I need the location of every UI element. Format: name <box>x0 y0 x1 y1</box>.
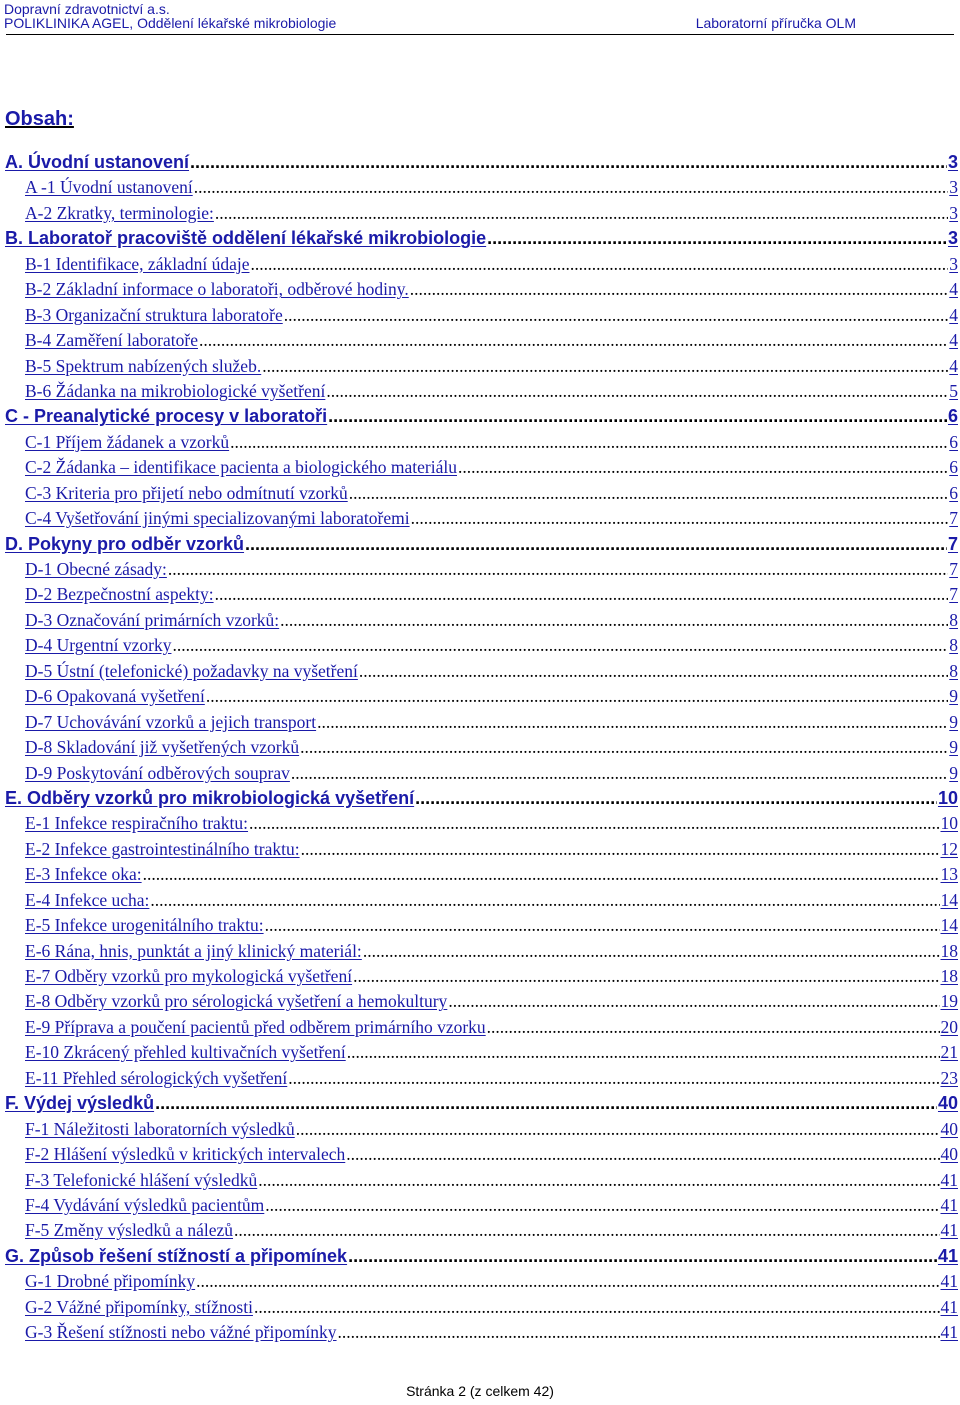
toc-entry-title: E-9 Příprava a poučení pacientů před odběrem primárního vzorku <box>25 1016 486 1037</box>
toc-subsection-link[interactable] <box>0 839 960 864</box>
toc-entry-title: G-1 Drobné připomínky <box>25 1271 196 1292</box>
toc-page-number: 7 <box>947 533 958 554</box>
toc-entry-title: G-2 Vážné připomínky, stížnosti <box>25 1296 253 1317</box>
toc-entry-title: E-5 Infekce urogenitálního traktu: <box>25 915 264 936</box>
toc-entry-title: D-7 Uchovávání vzorků a jejich transport <box>25 711 317 732</box>
toc-subsection-link[interactable] <box>0 381 960 406</box>
toc-dot-leader <box>196 1271 939 1292</box>
toc-entry-title: D-4 Urgentní vzorky <box>25 635 172 656</box>
toc-page-number: 41 <box>940 1169 958 1190</box>
toc-subsection-link[interactable] <box>0 737 960 762</box>
toc-page-number: 14 <box>940 889 958 910</box>
toc-section-link[interactable] <box>0 1246 960 1271</box>
toc-entry-title: D-8 Skladování již vyšetřených vzorků <box>25 737 300 758</box>
toc-dot-leader <box>245 534 947 555</box>
toc-page-number: 3 <box>947 152 958 172</box>
toc-dot-leader <box>230 432 948 453</box>
toc-page-number: 40 <box>940 1118 958 1139</box>
toc-subsection-link[interactable] <box>0 254 960 279</box>
toc-subsection-link[interactable] <box>0 941 960 966</box>
toc-subsection-link[interactable] <box>0 890 960 915</box>
toc-dot-leader <box>143 864 940 885</box>
toc-heading: Obsah: <box>5 108 74 130</box>
toc-page-number: 41 <box>940 1322 958 1343</box>
toc-entry-title: E-1 Infekce respiračního traktu: <box>25 813 249 834</box>
toc-entry-title: C - Preanalytické procesy v laboratoři <box>5 406 328 427</box>
toc-page-number: 4 <box>949 279 958 300</box>
toc-subsection-link[interactable] <box>0 1170 960 1195</box>
toc-subsection-link[interactable] <box>0 177 960 202</box>
toc-dot-leader <box>349 483 949 504</box>
toc-subsection-link[interactable] <box>0 864 960 889</box>
toc-page-number: 5 <box>949 380 958 401</box>
toc-entry-title: A -1 Úvodní ustanovení <box>25 177 193 198</box>
toc-dot-leader <box>168 559 948 580</box>
toc-section-link[interactable] <box>0 1093 960 1118</box>
toc-entry-title: B. Laboratoř pracoviště oddělení lékařské mikrobiologie <box>5 228 487 249</box>
toc-subsection-link[interactable] <box>0 635 960 660</box>
toc-subsection-link[interactable] <box>0 330 960 355</box>
toc-page-number: 6 <box>949 457 958 478</box>
toc-dot-leader <box>487 228 947 249</box>
toc-entry-title: E-8 Odběry vzorků pro sérologická vyšetření a hemokultury <box>25 991 448 1012</box>
toc-subsection-link[interactable] <box>0 1271 960 1296</box>
toc-page-number: 3 <box>949 202 958 223</box>
header-rule <box>6 34 954 35</box>
toc-dot-leader <box>296 1119 940 1140</box>
toc-page-number: 6 <box>949 431 958 452</box>
toc-entry-title: F. Výdej výsledků <box>5 1093 155 1114</box>
toc-page-number: 4 <box>949 304 958 325</box>
toc-dot-leader <box>458 457 948 478</box>
toc-page-number: 41 <box>937 1245 958 1266</box>
toc-subsection-link[interactable] <box>0 1220 960 1245</box>
toc-page-number: 41 <box>940 1194 958 1215</box>
toc-dot-leader <box>291 763 948 784</box>
toc-entry-title: F-3 Telefonické hlášení výsledků <box>25 1169 258 1190</box>
toc-page-number: 18 <box>940 966 958 986</box>
toc-entry-title: F-2 Hlášení výsledků v kritických intervalech <box>25 1144 346 1165</box>
page-header <box>4 0 956 36</box>
toc-page-number: 12 <box>940 838 958 859</box>
toc-dot-leader <box>258 1170 939 1191</box>
toc-dot-leader <box>172 635 948 656</box>
toc-section-link[interactable] <box>0 228 960 253</box>
toc-entry-title: B-1 Identifikace, základní údaje <box>25 253 250 274</box>
toc-entry-title: A-2 Zkratky, terminologie: <box>25 202 214 223</box>
toc-dot-leader <box>250 254 948 275</box>
toc-entry-title: E-3 Infekce oka: <box>25 864 142 885</box>
toc-subsection-link[interactable] <box>0 966 960 991</box>
toc-dot-leader <box>326 381 948 402</box>
toc-dot-leader <box>265 1195 939 1216</box>
toc-page-number: 10 <box>940 813 958 834</box>
toc-page-number: 21 <box>940 1042 958 1063</box>
toc-subsection-link[interactable] <box>0 559 960 584</box>
toc-subsection-link[interactable] <box>0 686 960 711</box>
toc-page-number: 6 <box>947 406 958 427</box>
toc-page-number: 9 <box>949 686 958 707</box>
toc-dot-leader <box>415 788 937 809</box>
page-footer: Stránka 2 (z celkem 42) <box>406 1383 554 1399</box>
toc-entry-title: C-3 Kriteria pro přijetí nebo odmítnutí vzorků <box>25 482 348 503</box>
toc-dot-leader <box>234 1220 939 1241</box>
toc-dot-leader <box>317 712 948 733</box>
toc-page-number: 10 <box>937 787 958 808</box>
toc-subsection-link[interactable] <box>0 1195 960 1220</box>
toc-subsection-link[interactable] <box>0 813 960 838</box>
toc-page-number: 4 <box>949 330 958 351</box>
toc-page-number: 40 <box>940 1144 958 1165</box>
toc-entry-title: F-5 Změny výsledků a nálezů <box>25 1220 234 1241</box>
toc-subsection-link[interactable] <box>0 991 960 1016</box>
toc-page-number: 9 <box>949 711 958 732</box>
toc-entry-title: F-1 Náležitosti laboratorních výsledků <box>25 1118 295 1139</box>
toc-entry-title: A. Úvodní ustanovení <box>5 152 190 172</box>
toc-page-number: 8 <box>949 635 958 656</box>
toc-entry-title: E-6 Rána, hnis, punktát a jiný klinický materiál: <box>25 940 362 961</box>
toc-section-link[interactable] <box>0 406 960 431</box>
toc-dot-leader <box>150 890 939 911</box>
toc-page-number: 41 <box>940 1271 958 1292</box>
toc-entry-title: C-1 Příjem žádanek a vzorků <box>25 431 230 452</box>
toc-page-number: 3 <box>947 228 958 249</box>
toc-entry-title: D. Pokyny pro odběr vzorků <box>5 533 245 554</box>
toc-dot-leader <box>254 1297 940 1318</box>
toc-page-number: 23 <box>940 1067 958 1088</box>
toc-dot-leader <box>338 1322 940 1343</box>
toc-subsection-link[interactable] <box>0 763 960 788</box>
toc-subsection-link[interactable] <box>0 432 960 457</box>
toc-subsection-link[interactable] <box>0 305 960 330</box>
toc-page-number: 13 <box>940 864 958 885</box>
toc-subsection-link[interactable] <box>0 610 960 635</box>
toc-entry-title: E-10 Zkrácený přehled kultivačních vyšetření <box>25 1042 346 1063</box>
toc-section-link[interactable] <box>0 152 960 177</box>
toc-subsection-link[interactable] <box>0 483 960 508</box>
toc-entry-title: E-11 Přehled sérologických vyšetření <box>25 1067 288 1088</box>
toc-entry-title: G. Způsob řešení stížností a připomínek <box>5 1245 348 1266</box>
toc-page-number: 3 <box>949 253 958 274</box>
toc-entry-title: D-5 Ústní (telefonické) požadavky na vyšetření <box>25 660 358 681</box>
toc-dot-leader <box>280 610 948 631</box>
toc-dot-leader <box>215 203 948 224</box>
toc-subsection-link[interactable] <box>0 1144 960 1169</box>
toc-subsection-link[interactable] <box>0 1068 960 1093</box>
toc-entry-title: G-3 Řešení stížnosti nebo vážné připomínky <box>25 1322 337 1343</box>
toc-entry-title: B-4 Zaměření laboratoře <box>25 330 198 351</box>
toc-subsection-link[interactable] <box>0 508 960 533</box>
toc-entry-title: E-2 Infekce gastrointestinálního traktu: <box>25 838 300 859</box>
toc-dot-leader <box>190 152 947 173</box>
toc-page-number: 7 <box>949 559 958 579</box>
toc-entry-title: D-6 Opakovaná vyšetření <box>25 686 205 707</box>
toc-dot-leader <box>410 279 949 300</box>
toc-subsection-link[interactable] <box>0 712 960 737</box>
toc-subsection-link[interactable] <box>0 1017 960 1042</box>
toc-page-number: 6 <box>949 482 958 503</box>
toc-subsection-link[interactable] <box>0 1042 960 1067</box>
toc-entry-title: D-1 Obecné zásady: <box>25 559 167 579</box>
toc-section-link[interactable] <box>0 534 960 559</box>
header-company: Dopravní zdravotnictví a.s. <box>4 1 170 17</box>
toc-dot-leader <box>262 356 948 377</box>
toc-subsection-link[interactable] <box>0 1297 960 1322</box>
toc-page-number: 20 <box>940 1016 958 1037</box>
toc-dot-leader <box>359 661 948 682</box>
toc-dot-leader <box>411 508 949 529</box>
toc-dot-leader <box>353 966 939 987</box>
toc-subsection-link[interactable] <box>0 584 960 609</box>
toc-page-number: 18 <box>940 940 958 961</box>
toc-page-number: 8 <box>949 660 958 681</box>
toc-dot-leader <box>194 177 949 198</box>
toc-entry-title: C-2 Žádanka – identifikace pacienta a biologického materiálu <box>25 457 457 478</box>
toc-subsection-link[interactable] <box>0 356 960 381</box>
toc-dot-leader <box>448 991 939 1012</box>
toc-dot-leader <box>487 1017 940 1038</box>
toc-dot-leader <box>199 330 948 351</box>
toc-page-number: 4 <box>949 355 958 376</box>
toc-entry-title: C-4 Vyšetřování jinými specializovanými laboratořemi <box>25 508 410 529</box>
toc-dot-leader <box>284 305 949 326</box>
toc-entry-title: F-4 Vydávání výsledků pacientům <box>25 1194 265 1215</box>
toc-page-number: 9 <box>949 737 958 758</box>
toc-page-number: 7 <box>949 584 958 605</box>
toc-subsection-link[interactable] <box>0 915 960 940</box>
toc-entry-title: D-3 Označování primárních vzorků: <box>25 609 280 630</box>
toc-subsection-link[interactable] <box>0 1322 960 1347</box>
toc-entry-title: D-2 Bezpečnostní aspekty: <box>25 584 214 605</box>
toc-dot-leader <box>215 584 949 605</box>
toc-dot-leader <box>301 839 940 860</box>
toc-subsection-link[interactable] <box>0 1119 960 1144</box>
toc-entry-title: D-9 Poskytování odběrových souprav <box>25 762 290 783</box>
header-department: POLIKLINIKA AGEL, Oddělení lékařské mikrobiologie <box>4 15 337 31</box>
toc-subsection-link[interactable] <box>0 457 960 482</box>
toc-subsection-link[interactable] <box>0 661 960 686</box>
toc-page-number: 14 <box>940 915 958 936</box>
toc-dot-leader <box>328 406 947 427</box>
toc-dot-leader <box>363 941 940 962</box>
toc-entry-title: B-2 Základní informace o laboratoři, odběrové hodiny. <box>25 279 409 300</box>
toc-dot-leader <box>347 1042 940 1063</box>
toc-entry-title: E-7 Odběry vzorků pro mykologická vyšetření <box>25 966 353 986</box>
toc-dot-leader <box>348 1246 937 1267</box>
toc-dot-leader <box>206 686 948 707</box>
toc-page-number: 9 <box>949 762 958 783</box>
toc-entry-title: B-3 Organizační struktura laboratoře <box>25 304 283 325</box>
toc-entry-title: E-4 Infekce ucha: <box>25 889 150 910</box>
toc-dot-leader <box>346 1144 939 1165</box>
toc-dot-leader <box>155 1093 937 1114</box>
toc-page-number: 41 <box>940 1296 958 1317</box>
toc-dot-leader <box>288 1068 939 1089</box>
toc-page-number: 40 <box>937 1093 958 1114</box>
table-of-contents <box>0 152 960 1348</box>
toc-page-number: 7 <box>949 508 958 529</box>
toc-section-link[interactable] <box>0 788 960 813</box>
header-manual-title: Laboratorní příručka OLM <box>695 15 856 31</box>
toc-dot-leader <box>300 737 948 758</box>
toc-subsection-link[interactable] <box>0 279 960 304</box>
toc-page-number: 3 <box>949 177 958 198</box>
toc-entry-title: E. Odběry vzorků pro mikrobiologická vyšetření <box>5 787 415 808</box>
toc-dot-leader <box>249 813 939 834</box>
toc-page-number: 8 <box>949 609 958 630</box>
toc-subsection-link[interactable] <box>0 203 960 228</box>
toc-page-number: 41 <box>940 1220 958 1241</box>
toc-entry-title: B-5 Spektrum nabízených služeb. <box>25 355 262 376</box>
toc-page-number: 19 <box>940 991 958 1012</box>
toc-entry-title: B-6 Žádanka na mikrobiologické vyšetření <box>25 380 326 401</box>
toc-dot-leader <box>265 915 940 936</box>
